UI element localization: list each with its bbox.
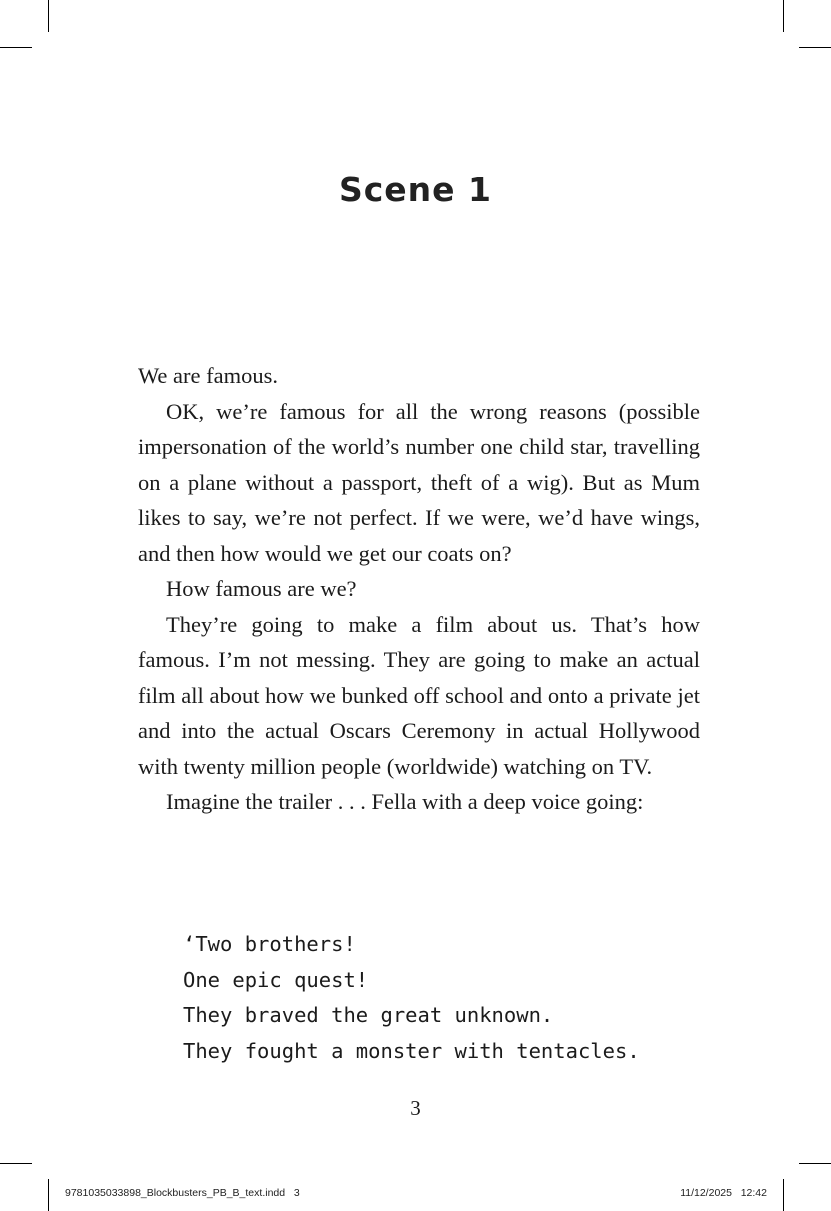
crop-mark (48, 0, 49, 32)
quote-line: One epic quest! (183, 967, 369, 992)
page-number: 3 (410, 1096, 421, 1120)
crop-mark (799, 1163, 831, 1164)
paragraph: They’re going to make a film about us. That’s how famous. I’m not messing. They are going to make an actual film all about how we bunked off school and onto a private jet and into the actual Oscars Ceremony in actual Hollywood with twenty million people (worldwide) watching on TV. (138, 611, 700, 779)
crop-mark (783, 1179, 784, 1211)
paragraph: Imagine the trailer . . . Fella with a deep voice going: (166, 789, 644, 814)
paragraph: We are famous. (138, 363, 278, 388)
slug-datetime: 11/12/2025 12:42 (680, 1187, 767, 1199)
paragraph: OK, we’re famous for all the wrong reasons (possible impersonation of the world’s number one child star, travelling on a plane without a passport, theft of a wig). But as Mum likes to say, we’re not perfect. If we were, we’d have wings, and then how would we get our coats on? (138, 398, 700, 566)
slug-filename: 9781035033898_Blockbusters_PB_B_text.indd 3 (65, 1187, 300, 1199)
crop-mark (48, 1179, 49, 1211)
crop-mark (783, 0, 784, 32)
chapter-heading: Scene 1 (338, 170, 493, 209)
quote-line: ‘Two brothers! (183, 932, 356, 956)
crop-mark (0, 47, 32, 48)
quote-line: They braved the great unknown. (183, 1003, 554, 1028)
trailer-quote (183, 927, 703, 1070)
paragraph: How famous are we? (166, 576, 357, 601)
quote-line: They fought a monster with tentacles. (183, 1039, 640, 1064)
crop-mark (799, 47, 831, 48)
body-text (138, 358, 700, 820)
crop-mark (0, 1163, 32, 1164)
